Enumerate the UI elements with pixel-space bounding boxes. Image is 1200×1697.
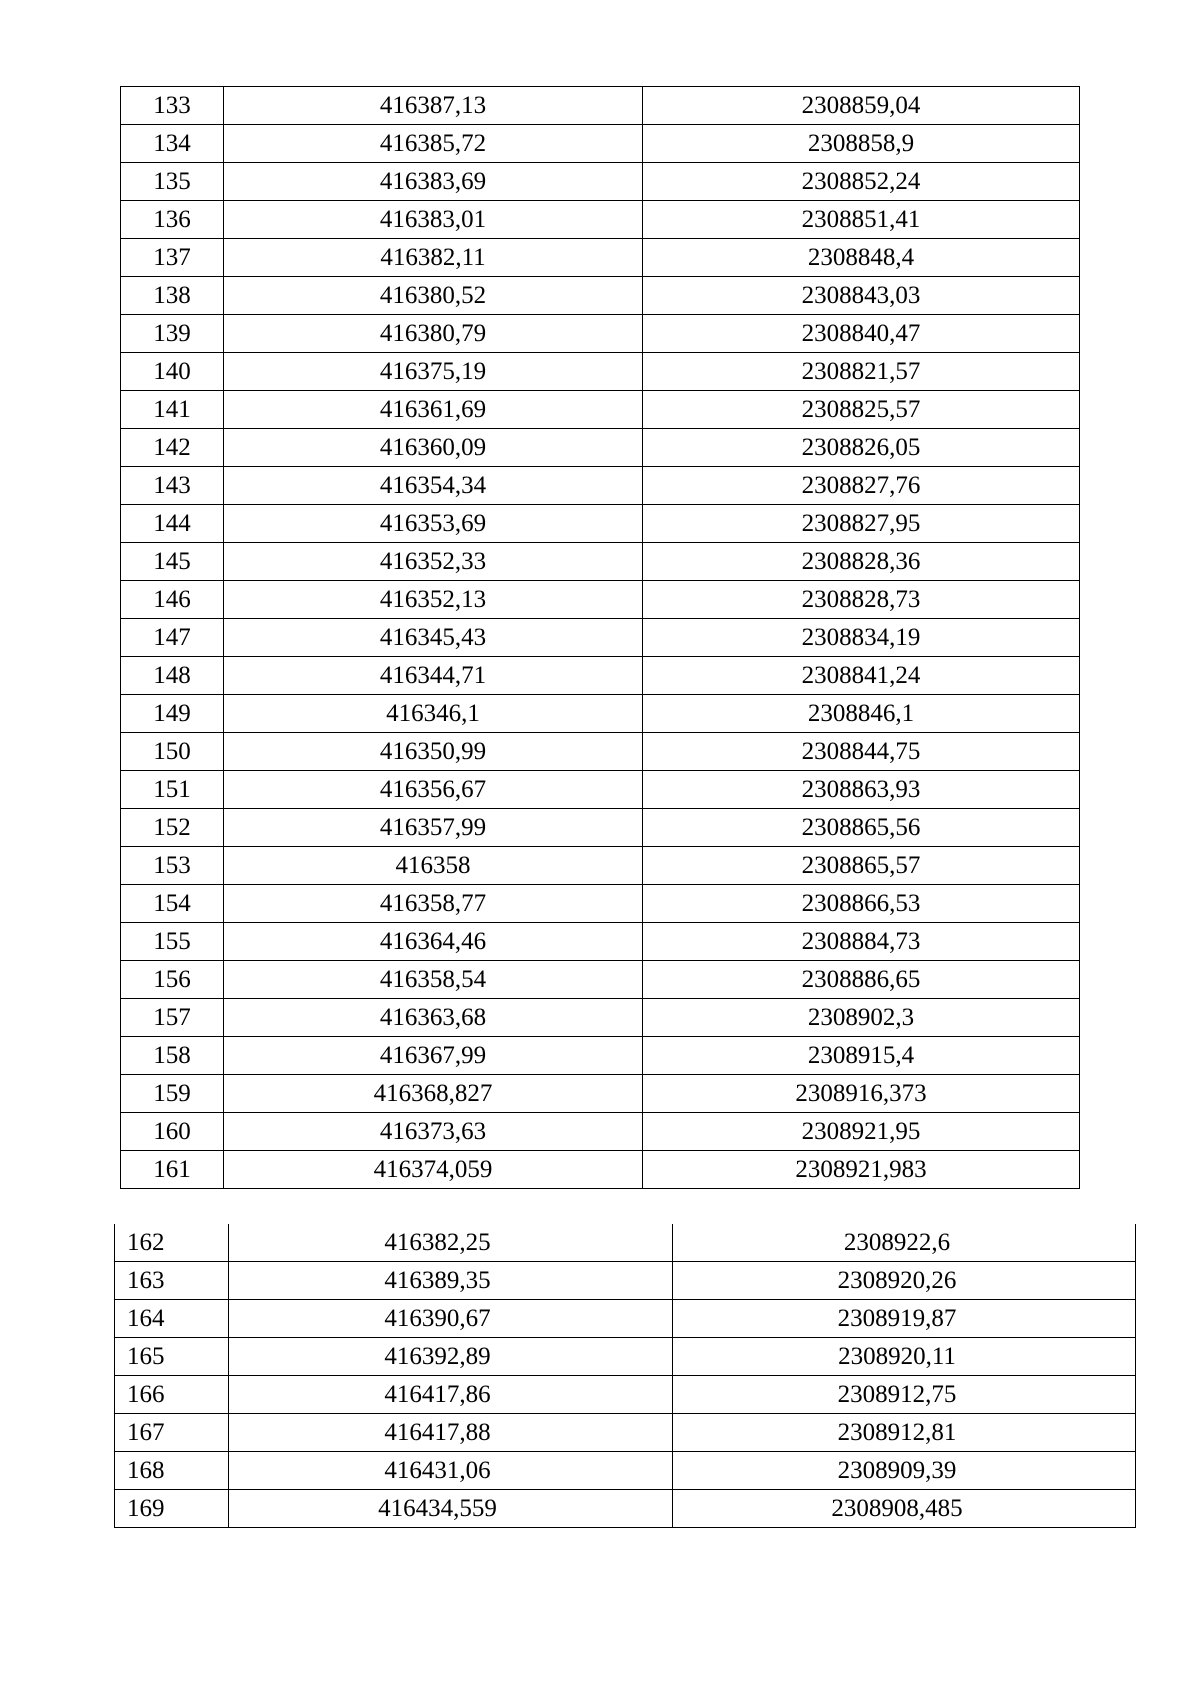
table-row xyxy=(121,923,1080,961)
x-coordinate-cell: 416431,06 xyxy=(229,1452,673,1490)
y-coordinate-cell: 2308863,93 xyxy=(643,771,1080,809)
table-row xyxy=(121,885,1080,923)
table-row xyxy=(121,771,1080,809)
point-number-cell: 147 xyxy=(121,619,224,657)
point-number-cell: 141 xyxy=(121,391,224,429)
table-row xyxy=(121,1113,1080,1151)
y-coordinate-cell: 2308884,73 xyxy=(643,923,1080,961)
point-number-cell: 140 xyxy=(121,353,224,391)
point-number-cell: 152 xyxy=(121,809,224,847)
point-number-cell: 168 xyxy=(115,1452,229,1490)
table-row xyxy=(121,125,1080,163)
table-row xyxy=(121,695,1080,733)
x-coordinate-cell: 416417,86 xyxy=(229,1376,673,1414)
table-row xyxy=(115,1262,1136,1300)
table-row xyxy=(121,619,1080,657)
y-coordinate-cell: 2308843,03 xyxy=(643,277,1080,315)
table-body xyxy=(115,1224,1136,1528)
table-row xyxy=(115,1300,1136,1338)
table-row xyxy=(121,733,1080,771)
x-coordinate-cell: 416363,68 xyxy=(224,999,643,1037)
x-coordinate-cell: 416344,71 xyxy=(224,657,643,695)
point-number-cell: 146 xyxy=(121,581,224,619)
coordinate-table-upper xyxy=(120,86,1080,1189)
table-row xyxy=(115,1452,1136,1490)
y-coordinate-cell: 2308827,76 xyxy=(643,467,1080,505)
x-coordinate-cell: 416361,69 xyxy=(224,391,643,429)
table-row xyxy=(115,1414,1136,1452)
x-coordinate-cell: 416350,99 xyxy=(224,733,643,771)
table-row xyxy=(121,809,1080,847)
y-coordinate-cell: 2308859,04 xyxy=(643,87,1080,125)
x-coordinate-cell: 416383,69 xyxy=(224,163,643,201)
y-coordinate-cell: 2308865,56 xyxy=(643,809,1080,847)
y-coordinate-cell: 2308840,47 xyxy=(643,315,1080,353)
table-row xyxy=(121,961,1080,999)
y-coordinate-cell: 2308866,53 xyxy=(643,885,1080,923)
x-coordinate-cell: 416358,77 xyxy=(224,885,643,923)
table-row xyxy=(121,505,1080,543)
point-number-cell: 148 xyxy=(121,657,224,695)
y-coordinate-cell: 2308908,485 xyxy=(673,1490,1136,1528)
y-coordinate-cell: 2308825,57 xyxy=(643,391,1080,429)
point-number-cell: 144 xyxy=(121,505,224,543)
point-number-cell: 169 xyxy=(115,1490,229,1528)
x-coordinate-cell: 416354,34 xyxy=(224,467,643,505)
y-coordinate-cell: 2308828,36 xyxy=(643,543,1080,581)
point-number-cell: 157 xyxy=(121,999,224,1037)
y-coordinate-cell: 2308912,81 xyxy=(673,1414,1136,1452)
x-coordinate-cell: 416356,67 xyxy=(224,771,643,809)
table-row xyxy=(121,1037,1080,1075)
x-coordinate-cell: 416385,72 xyxy=(224,125,643,163)
point-number-cell: 159 xyxy=(121,1075,224,1113)
y-coordinate-cell: 2308841,24 xyxy=(643,657,1080,695)
point-number-cell: 165 xyxy=(115,1338,229,1376)
x-coordinate-cell: 416358 xyxy=(224,847,643,885)
point-number-cell: 135 xyxy=(121,163,224,201)
table-row xyxy=(121,391,1080,429)
y-coordinate-cell: 2308922,6 xyxy=(673,1224,1136,1262)
table-row xyxy=(121,467,1080,505)
table-row xyxy=(121,201,1080,239)
table-row xyxy=(115,1490,1136,1528)
point-number-cell: 154 xyxy=(121,885,224,923)
x-coordinate-cell: 416352,13 xyxy=(224,581,643,619)
point-number-cell: 163 xyxy=(115,1262,229,1300)
table-row xyxy=(121,277,1080,315)
y-coordinate-cell: 2308902,3 xyxy=(643,999,1080,1037)
point-number-cell: 150 xyxy=(121,733,224,771)
x-coordinate-cell: 416375,19 xyxy=(224,353,643,391)
y-coordinate-cell: 2308921,95 xyxy=(643,1113,1080,1151)
y-coordinate-cell: 2308834,19 xyxy=(643,619,1080,657)
x-coordinate-cell: 416392,89 xyxy=(229,1338,673,1376)
point-number-cell: 139 xyxy=(121,315,224,353)
table-row xyxy=(121,657,1080,695)
x-coordinate-cell: 416357,99 xyxy=(224,809,643,847)
table-row xyxy=(121,429,1080,467)
y-coordinate-cell: 2308920,11 xyxy=(673,1338,1136,1376)
point-number-cell: 160 xyxy=(121,1113,224,1151)
y-coordinate-cell: 2308920,26 xyxy=(673,1262,1136,1300)
y-coordinate-cell: 2308865,57 xyxy=(643,847,1080,885)
table-row xyxy=(115,1338,1136,1376)
y-coordinate-cell: 2308919,87 xyxy=(673,1300,1136,1338)
y-coordinate-cell: 2308909,39 xyxy=(673,1452,1136,1490)
y-coordinate-cell: 2308916,373 xyxy=(643,1075,1080,1113)
y-coordinate-cell: 2308821,57 xyxy=(643,353,1080,391)
table-row xyxy=(121,1075,1080,1113)
point-number-cell: 136 xyxy=(121,201,224,239)
point-number-cell: 166 xyxy=(115,1376,229,1414)
point-number-cell: 137 xyxy=(121,239,224,277)
x-coordinate-cell: 416382,11 xyxy=(224,239,643,277)
x-coordinate-cell: 416352,33 xyxy=(224,543,643,581)
x-coordinate-cell: 416368,827 xyxy=(224,1075,643,1113)
point-number-cell: 134 xyxy=(121,125,224,163)
y-coordinate-cell: 2308848,4 xyxy=(643,239,1080,277)
table-row xyxy=(121,999,1080,1037)
table-row xyxy=(121,315,1080,353)
y-coordinate-cell: 2308858,9 xyxy=(643,125,1080,163)
table-row xyxy=(115,1224,1136,1262)
point-number-cell: 162 xyxy=(115,1224,229,1262)
y-coordinate-cell: 2308886,65 xyxy=(643,961,1080,999)
point-number-cell: 161 xyxy=(121,1151,224,1189)
x-coordinate-cell: 416364,46 xyxy=(224,923,643,961)
point-number-cell: 164 xyxy=(115,1300,229,1338)
y-coordinate-cell: 2308826,05 xyxy=(643,429,1080,467)
x-coordinate-cell: 416353,69 xyxy=(224,505,643,543)
y-coordinate-cell: 2308852,24 xyxy=(643,163,1080,201)
x-coordinate-cell: 416345,43 xyxy=(224,619,643,657)
x-coordinate-cell: 416434,559 xyxy=(229,1490,673,1528)
point-number-cell: 156 xyxy=(121,961,224,999)
point-number-cell: 153 xyxy=(121,847,224,885)
x-coordinate-cell: 416373,63 xyxy=(224,1113,643,1151)
y-coordinate-cell: 2308844,75 xyxy=(643,733,1080,771)
x-coordinate-cell: 416380,79 xyxy=(224,315,643,353)
y-coordinate-cell: 2308912,75 xyxy=(673,1376,1136,1414)
point-number-cell: 145 xyxy=(121,543,224,581)
point-number-cell: 149 xyxy=(121,695,224,733)
x-coordinate-cell: 416380,52 xyxy=(224,277,643,315)
point-number-cell: 167 xyxy=(115,1414,229,1452)
point-number-cell: 142 xyxy=(121,429,224,467)
x-coordinate-cell: 416390,67 xyxy=(229,1300,673,1338)
table-row xyxy=(121,543,1080,581)
x-coordinate-cell: 416387,13 xyxy=(224,87,643,125)
x-coordinate-cell: 416382,25 xyxy=(229,1224,673,1262)
x-coordinate-cell: 416360,09 xyxy=(224,429,643,467)
table-row xyxy=(121,353,1080,391)
table-row xyxy=(121,87,1080,125)
table-row xyxy=(121,1151,1080,1189)
y-coordinate-cell: 2308851,41 xyxy=(643,201,1080,239)
y-coordinate-cell: 2308921,983 xyxy=(643,1151,1080,1189)
point-number-cell: 143 xyxy=(121,467,224,505)
table-row xyxy=(121,581,1080,619)
table-body xyxy=(121,87,1080,1189)
x-coordinate-cell: 416374,059 xyxy=(224,1151,643,1189)
coordinate-table-lower xyxy=(114,1224,1136,1528)
point-number-cell: 133 xyxy=(121,87,224,125)
y-coordinate-cell: 2308915,4 xyxy=(643,1037,1080,1075)
point-number-cell: 158 xyxy=(121,1037,224,1075)
point-number-cell: 151 xyxy=(121,771,224,809)
table-row xyxy=(115,1376,1136,1414)
x-coordinate-cell: 416367,99 xyxy=(224,1037,643,1075)
table-row xyxy=(121,163,1080,201)
y-coordinate-cell: 2308846,1 xyxy=(643,695,1080,733)
x-coordinate-cell: 416417,88 xyxy=(229,1414,673,1452)
table-row xyxy=(121,847,1080,885)
y-coordinate-cell: 2308828,73 xyxy=(643,581,1080,619)
x-coordinate-cell: 416358,54 xyxy=(224,961,643,999)
x-coordinate-cell: 416383,01 xyxy=(224,201,643,239)
y-coordinate-cell: 2308827,95 xyxy=(643,505,1080,543)
x-coordinate-cell: 416346,1 xyxy=(224,695,643,733)
point-number-cell: 138 xyxy=(121,277,224,315)
x-coordinate-cell: 416389,35 xyxy=(229,1262,673,1300)
point-number-cell: 155 xyxy=(121,923,224,961)
table-row xyxy=(121,239,1080,277)
